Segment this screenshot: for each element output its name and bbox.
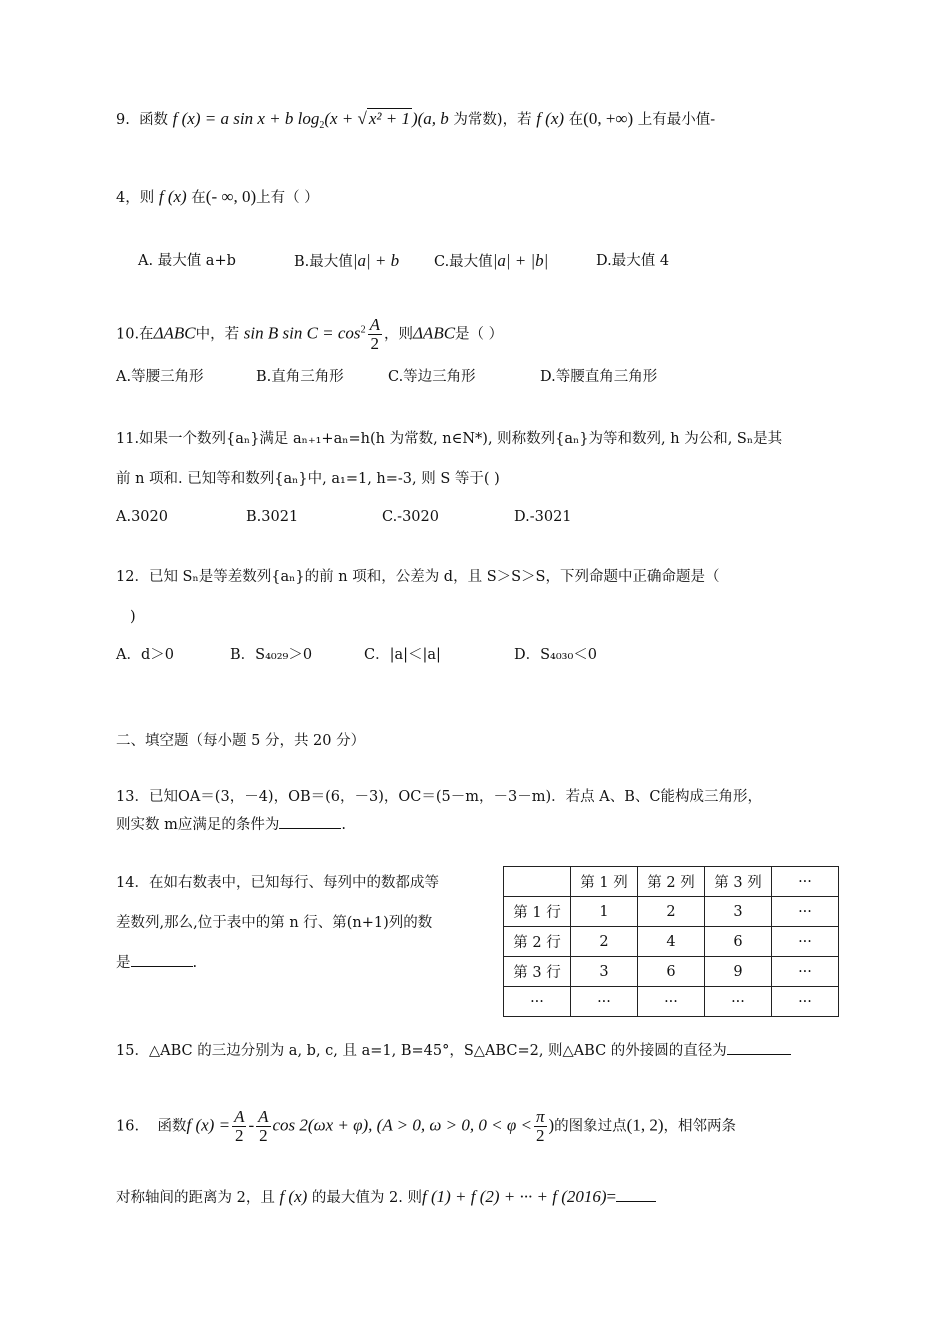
q14-line3: 是 .	[116, 952, 197, 974]
q16-fx: f (x) =	[186, 1115, 231, 1135]
q16-point: (1, 2)	[626, 1115, 664, 1135]
q12-option-c: C．|a|＜|a|	[364, 647, 441, 663]
q9-option-b-math: |a| + b	[352, 251, 400, 270]
table-row	[504, 927, 839, 957]
q10-is: 是（ ）	[455, 326, 504, 343]
q12-option-d: D．S₄₀₃₀＜0	[514, 647, 598, 663]
q14-line2: 差数列,那么,位于表中的第 n 行、第(n+1)列的数	[116, 915, 433, 931]
table-cell: ···	[772, 867, 839, 897]
table-cell: 第 2 列	[638, 867, 705, 897]
q11-option-b: B.3021	[246, 509, 299, 525]
table-row	[504, 957, 839, 987]
q10-option-c: C.等边三角形	[388, 369, 476, 385]
table-cell: 6	[638, 957, 705, 987]
q9-expr-open: (x +	[324, 109, 358, 128]
table-cell: 3	[571, 957, 638, 987]
q9-has: 上有（ ）	[256, 190, 319, 206]
q9-in2: 在	[191, 190, 206, 206]
table-cell: 3	[705, 897, 772, 927]
q16-number: 16.	[116, 1118, 140, 1135]
q11-option-a: A.3020	[116, 509, 168, 525]
q15-line: 15．△ABC 的三边分别为 a, b, c, 且 a=1, B=45°，S△ABC=2, 则△ABC 的外接圆的直径为	[116, 1040, 791, 1062]
q12-option-b: B．S₄₀₂₉＞0	[230, 647, 313, 663]
q13-line2: 则实数 m应满足的条件为 .	[116, 814, 346, 836]
q9-interval2: (- ∞, 0)	[205, 187, 257, 206]
q9-option-b: B.最大值|a| + b	[294, 251, 400, 270]
q10-then: ，则	[383, 326, 413, 343]
q14-line1: 14．在如右数表中，已知每行、每列中的数都成等	[116, 875, 439, 891]
section-heading: 二、填空题（每小题 5 分，共 20 分）	[116, 733, 366, 749]
table-cell: ···	[772, 957, 839, 987]
table-cell: ···	[638, 987, 705, 1017]
table-cell: ···	[504, 987, 571, 1017]
q16-line2: 对称轴间的距离为 2，且 f (x) 的最大值为 2. 则f (1) + f (2) + ··· + f (2016)=	[116, 1186, 656, 1209]
q11-line2: 前 n 项和. 已知等和数列{aₙ}中, a₁=1, h=-3, 则 S 等于( )	[116, 471, 500, 487]
table-cell: ···	[571, 987, 638, 1017]
q9-option-c: C.最大值|a| + |b|	[434, 251, 549, 270]
table-cell: ···	[772, 897, 839, 927]
q9-line2-start: 4，则	[116, 190, 155, 206]
q12-line1: 12．已知 Sₙ是等差数列{aₙ}的前 n 项和，公差为 d，且 S＞S＞S，下列命题中正确命题是（	[116, 569, 720, 585]
q9-fx: f (x)	[536, 109, 565, 128]
table-cell: 4	[638, 927, 705, 957]
table-cell: 9	[705, 957, 772, 987]
table-cell: ···	[772, 987, 839, 1017]
q16-fx2: f (x)	[279, 1187, 308, 1206]
table-row	[504, 897, 839, 927]
q10-number: 10.在	[116, 326, 154, 343]
q9-fx2: f (x)	[158, 187, 187, 206]
table-row	[504, 987, 839, 1017]
q9-option-c-math: |a| + |b|	[492, 251, 549, 270]
q16-fraction-2: $\frac{A}{2}$	[258, 1107, 269, 1145]
q15-answer-blank	[727, 1040, 791, 1055]
number-table	[503, 866, 839, 1017]
q11-line1: 11.如果一个数列{aₙ}满足 aₙ₊₁+aₙ=h(h 为常数, n∈N*), 则称数列{aₙ}为等和数列, h 为公和, Sₙ是其	[116, 431, 783, 447]
table-cell: 2	[638, 897, 705, 927]
q10-fraction: $\frac{A}{2}$	[369, 315, 380, 353]
q9-number: 9.	[116, 112, 130, 128]
q16-fraction-1: $\frac{A}{2}$	[234, 1107, 245, 1145]
q9-expr: f (x) = a sin x + b log	[172, 109, 320, 128]
q10-triangle: ΔABC	[153, 323, 196, 343]
q11-option-c: C.-3020	[382, 509, 439, 525]
q12-option-a: A．d＞0	[116, 647, 174, 663]
q14-answer-blank	[131, 952, 193, 967]
q10-option-a: A.等腰三角形	[116, 369, 204, 385]
table-cell: 第 3 列	[705, 867, 772, 897]
q16-line1: 16. 函数f (x) = $\frac{A}{2}$ - $\frac{A}{2}$ cos 2(ωx + φ), (A > 0, ω > 0, 0 < φ < $\frac{\pi}{2}$ )的图象过点(1, 2)，相邻两条	[116, 1107, 736, 1145]
q9-sqrt: x² + 1	[368, 109, 410, 128]
table-cell: 第 3 行	[504, 957, 571, 987]
q9-log-base: 2	[319, 119, 325, 131]
q9-label: 函数	[139, 112, 169, 128]
q9-expr-close: )(a, b	[411, 109, 449, 128]
q9-line2	[116, 186, 319, 209]
q16-label: 函数	[157, 1118, 187, 1135]
q13-line1: 13．已知OA＝(3，－4)，OB＝(6，－3)，OC＝(5－m，－3－m)．若点 A、B、C能构成三角形，	[116, 789, 762, 805]
table-cell: ···	[772, 927, 839, 957]
q9-option-a: A. 最大值 a+b	[138, 253, 236, 269]
table-header-row	[504, 867, 839, 897]
q16-cos-part: cos 2(ωx + φ), (A > 0, ω > 0, 0 < φ <	[272, 1115, 532, 1135]
q16-answer-blank	[616, 1187, 656, 1202]
q9-constants: 为常数)，若	[453, 112, 532, 128]
q9-option-d: D.最大值 4	[596, 253, 670, 269]
table-cell: 2	[571, 927, 638, 957]
q10-option-d: D.等腰直角三角形	[540, 369, 658, 385]
table-cell: 第 1 列	[571, 867, 638, 897]
q16-tail2: ，相邻两条	[663, 1118, 736, 1135]
table-cell: 6	[705, 927, 772, 957]
q11-option-d: D.-3021	[514, 509, 572, 525]
q16-tail: 的图象过点	[554, 1118, 627, 1135]
q10-line: 10.在ΔABC中，若 sin B $\sin C = \cos^2$ $\frac{A}{2}$ ，则ΔABC是（ ）	[116, 315, 504, 353]
table-cell	[504, 867, 571, 897]
q10-expr: sin B sin C = cos	[243, 323, 361, 343]
q16-sum: f (1) + f (2) + ··· + f (2016)	[421, 1187, 607, 1206]
q10-mid: 中，若	[195, 326, 240, 343]
q9-min-text: 上有最小值-	[637, 112, 716, 128]
q9-interval: (0, +∞)	[583, 109, 634, 128]
table-cell: 第 2 行	[504, 927, 571, 957]
q13-answer-blank	[279, 814, 341, 829]
table-cell: ···	[705, 987, 772, 1017]
q10-option-b: B.直角三角形	[256, 369, 344, 385]
q9-line1: 9. 函数 f (x) = a sin x + b $\log_2(x$ + √ x² + 1 )(a, b 为常数)，若 f (x) 在(0, +∞) 上有最小值-	[116, 109, 716, 131]
table-cell: 1	[571, 897, 638, 927]
q16-fraction-3: $\frac{\pi}{2}$	[535, 1107, 545, 1145]
table-cell: 第 1 行	[504, 897, 571, 927]
q10-triangle2: ΔABC	[412, 323, 456, 343]
q9-in: 在	[568, 112, 584, 128]
q12-line2: )	[130, 609, 136, 625]
